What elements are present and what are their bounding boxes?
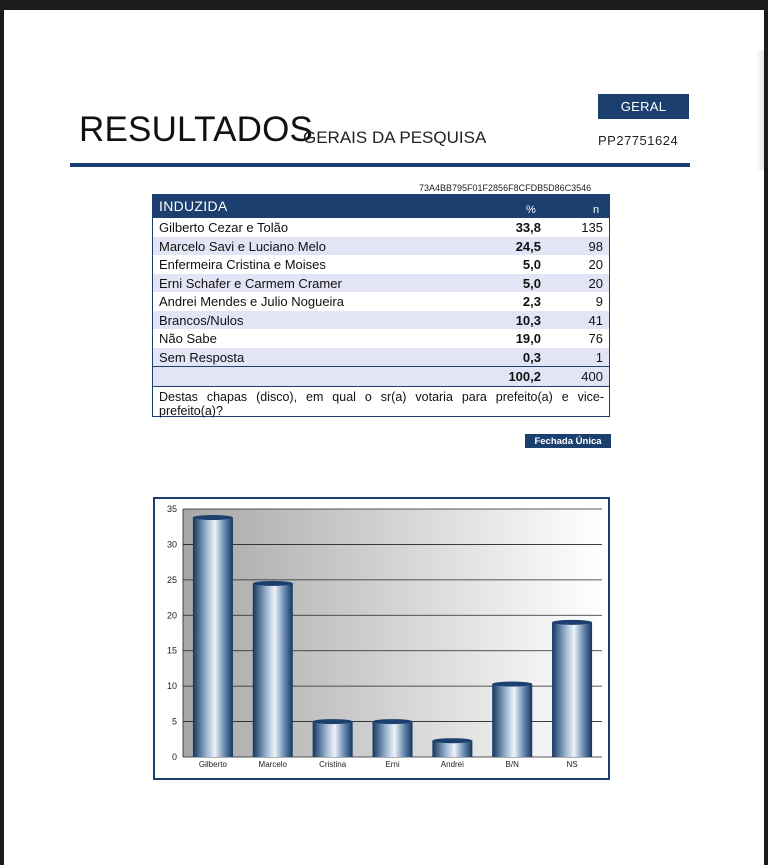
table-row bbox=[153, 237, 609, 256]
x-tick-label: Andrei bbox=[440, 760, 464, 769]
row-n: 1 bbox=[595, 349, 603, 365]
y-tick-label: 10 bbox=[166, 681, 177, 692]
bar-marcelo bbox=[253, 583, 293, 757]
table-header bbox=[153, 195, 609, 218]
page-edge-shadow bbox=[756, 50, 764, 170]
row-n: 20 bbox=[588, 257, 603, 272]
row-percent: 33,8 bbox=[515, 220, 541, 235]
y-tick-label: 35 bbox=[166, 504, 177, 514]
candidate-name: Gilberto Cezar e Tolão bbox=[159, 220, 289, 235]
bar-gilberto bbox=[193, 518, 233, 757]
bar-cap bbox=[492, 682, 532, 687]
survey-code: PP27751624 bbox=[598, 133, 679, 148]
geral-badge: GERAL bbox=[598, 94, 689, 119]
x-tick-label: Gilberto bbox=[198, 760, 227, 769]
candidate-name: Brancos/Nulos bbox=[159, 312, 244, 328]
bar-cap bbox=[193, 515, 233, 520]
x-tick-label: NS bbox=[566, 760, 578, 769]
row-percent: 5,0 bbox=[522, 257, 541, 272]
candidate-name: Não Sabe bbox=[159, 331, 217, 346]
row-n: 20 bbox=[588, 275, 603, 291]
candidate-name: Sem Resposta bbox=[159, 349, 245, 365]
bar-chart bbox=[153, 497, 610, 780]
row-n: 76 bbox=[588, 331, 603, 346]
y-tick-label: 0 bbox=[171, 752, 177, 762]
bar-chart-svg bbox=[155, 499, 608, 778]
bar-erni bbox=[373, 722, 413, 757]
page-title: RESULTADOS bbox=[79, 110, 314, 149]
y-tick-label: 5 bbox=[171, 716, 177, 727]
row-percent: 19,0 bbox=[515, 331, 541, 346]
bar-cap bbox=[313, 719, 353, 724]
row-n: 135 bbox=[581, 220, 603, 235]
candidate-name: Erni Schafer e Carmem Cramer bbox=[159, 275, 342, 291]
candidate-name: Marcelo Savi e Luciano Melo bbox=[159, 238, 326, 254]
column-header-percent: % bbox=[526, 204, 536, 216]
document-hash: 73A4BB795F01F2856F8CFDB5D86C3546 bbox=[419, 183, 592, 193]
table-row bbox=[153, 311, 609, 330]
table-total-row bbox=[153, 366, 609, 386]
survey-question: Destas chapas (disco), em qual o sr(a) votaria para prefeito(a) e vice-prefeito(a)? bbox=[153, 386, 609, 416]
row-n: 98 bbox=[588, 238, 603, 254]
bar-cap bbox=[432, 738, 472, 743]
total-n: 400 bbox=[581, 369, 603, 384]
table-heading: INDUZIDA bbox=[159, 198, 228, 214]
table-row bbox=[153, 348, 609, 367]
row-n: 41 bbox=[588, 312, 603, 328]
total-percent: 100,2 bbox=[508, 369, 541, 384]
row-percent: 2,3 bbox=[522, 294, 541, 309]
row-n: 9 bbox=[595, 294, 603, 309]
table-row bbox=[153, 329, 609, 348]
y-tick-label: 15 bbox=[166, 645, 177, 656]
row-percent: 24,5 bbox=[515, 238, 541, 254]
question-type-badge: Fechada Única bbox=[525, 434, 611, 448]
column-header-n: n bbox=[593, 204, 600, 216]
y-tick-label: 25 bbox=[166, 574, 177, 585]
x-tick-label: Cristina bbox=[319, 760, 347, 769]
candidate-name: Enfermeira Cristina e Moises bbox=[159, 257, 326, 272]
bar-cristina bbox=[313, 722, 353, 757]
table-row bbox=[153, 274, 609, 293]
header-divider bbox=[70, 163, 690, 167]
bar-cap bbox=[253, 581, 293, 586]
bar-bn bbox=[492, 684, 532, 757]
row-percent: 10,3 bbox=[515, 312, 541, 328]
row-percent: 5,0 bbox=[522, 275, 541, 291]
bar-cap bbox=[552, 620, 592, 625]
x-tick-label: B/N bbox=[505, 760, 519, 769]
table-body bbox=[153, 218, 609, 366]
table-row bbox=[153, 255, 609, 274]
table-row bbox=[153, 218, 609, 237]
candidate-name: Andrei Mendes e Julio Nogueira bbox=[159, 294, 344, 309]
y-tick-label: 30 bbox=[166, 539, 177, 550]
row-percent: 0,3 bbox=[522, 349, 541, 365]
page-subtitle: GERAIS DA PESQUISA bbox=[303, 128, 487, 147]
x-tick-label: Marcelo bbox=[258, 760, 288, 769]
results-table bbox=[152, 194, 610, 417]
table-row bbox=[153, 292, 609, 311]
bar-ns bbox=[552, 622, 592, 757]
y-tick-label: 20 bbox=[166, 610, 177, 621]
bar-cap bbox=[373, 719, 413, 724]
x-tick-label: Erni bbox=[385, 760, 400, 769]
